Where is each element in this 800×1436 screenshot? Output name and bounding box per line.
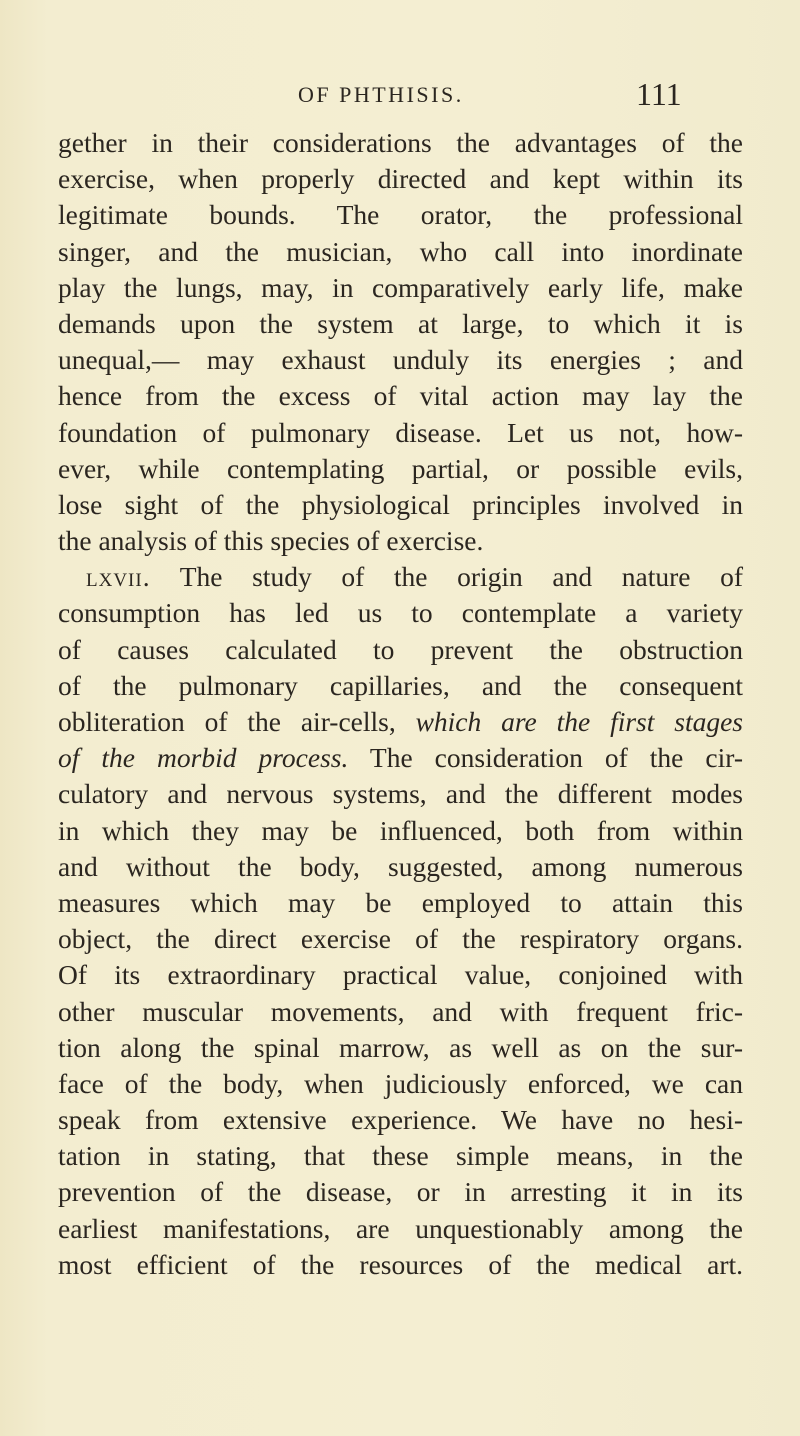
text-line: tation in stating, that these simple means, in the (58, 1140, 743, 1172)
text-line: consumption has led us to contemplate a variety (58, 597, 743, 629)
text-line: other muscular movements, and with frequent fric- (58, 995, 743, 1027)
text-line: of causes calculated to prevent the obstruction (58, 633, 743, 665)
text-line: measures which may be employed to attain this (58, 886, 743, 918)
mixed-line (58, 740, 743, 776)
text-line: earliest manifestations, are unquestionably among the (58, 1212, 743, 1244)
text-line: and without the body, suggested, among numerous (58, 850, 743, 882)
text-line: the analysis of this species of exercise. (58, 525, 484, 557)
italic-phrase: which are the first stages (415, 706, 743, 737)
text-line: face of the body, when judiciously enforced, we can (58, 1067, 743, 1099)
text-segment: The consideration of the cir- (369, 742, 743, 774)
section-mark: lxvii. (86, 561, 151, 593)
text-line: object, the direct exercise of the respiratory organs. (58, 923, 743, 955)
text-line: foundation of pulmonary disease. Let us not, how- (58, 416, 743, 448)
text-line: culatory and nervous systems, and the different modes (58, 778, 743, 810)
text-line: gether in their considerations the advantages of the (58, 127, 743, 158)
italic-phrase: of the morbid process. (58, 742, 349, 774)
running-title: OF PHTHISIS. (298, 82, 464, 107)
mixed-line (58, 704, 743, 740)
text-line: in which they may be influenced, both from within (58, 814, 743, 846)
text-line: singer, and the musician, who call into inordinate (58, 235, 743, 267)
text-line: Of its extraordinary practical value, conjoined with (58, 959, 743, 991)
text-line: exercise, when properly directed and kept within its (58, 163, 743, 195)
text-line: of the pulmonary capillaries, and the consequent (58, 669, 743, 701)
text-line: ever, while contemplating partial, or possible evils, (58, 452, 743, 484)
page-header (0, 76, 800, 116)
text-line: unequal,— may exhaust unduly its energies ; and (58, 344, 743, 376)
section-start-line (58, 559, 743, 595)
text-line: most efficient of the resources of the medical art. (58, 1248, 743, 1280)
text-line: prevention of the disease, or in arresting it in its (58, 1176, 743, 1208)
text-line: play the lungs, may, in comparatively early life, make (58, 271, 743, 303)
text-line: demands upon the system at large, to which it is (58, 307, 743, 339)
page-number: 111 (636, 76, 682, 112)
text-segment: obliteration of the air-cells, (58, 706, 416, 737)
body-text (58, 125, 743, 1283)
text-line: legitimate bounds. The orator, the professional (58, 199, 743, 231)
text-segment: The study of the origin and nature of (179, 561, 743, 593)
text-line: lose sight of the physiological principles involved in (58, 488, 743, 520)
text-line: hence from the excess of vital action may lay the (58, 380, 743, 412)
text-line: speak from extensive experience. We have no hesi- (58, 1104, 743, 1136)
text-line: tion along the spinal marrow, as well as on the sur- (58, 1031, 743, 1063)
